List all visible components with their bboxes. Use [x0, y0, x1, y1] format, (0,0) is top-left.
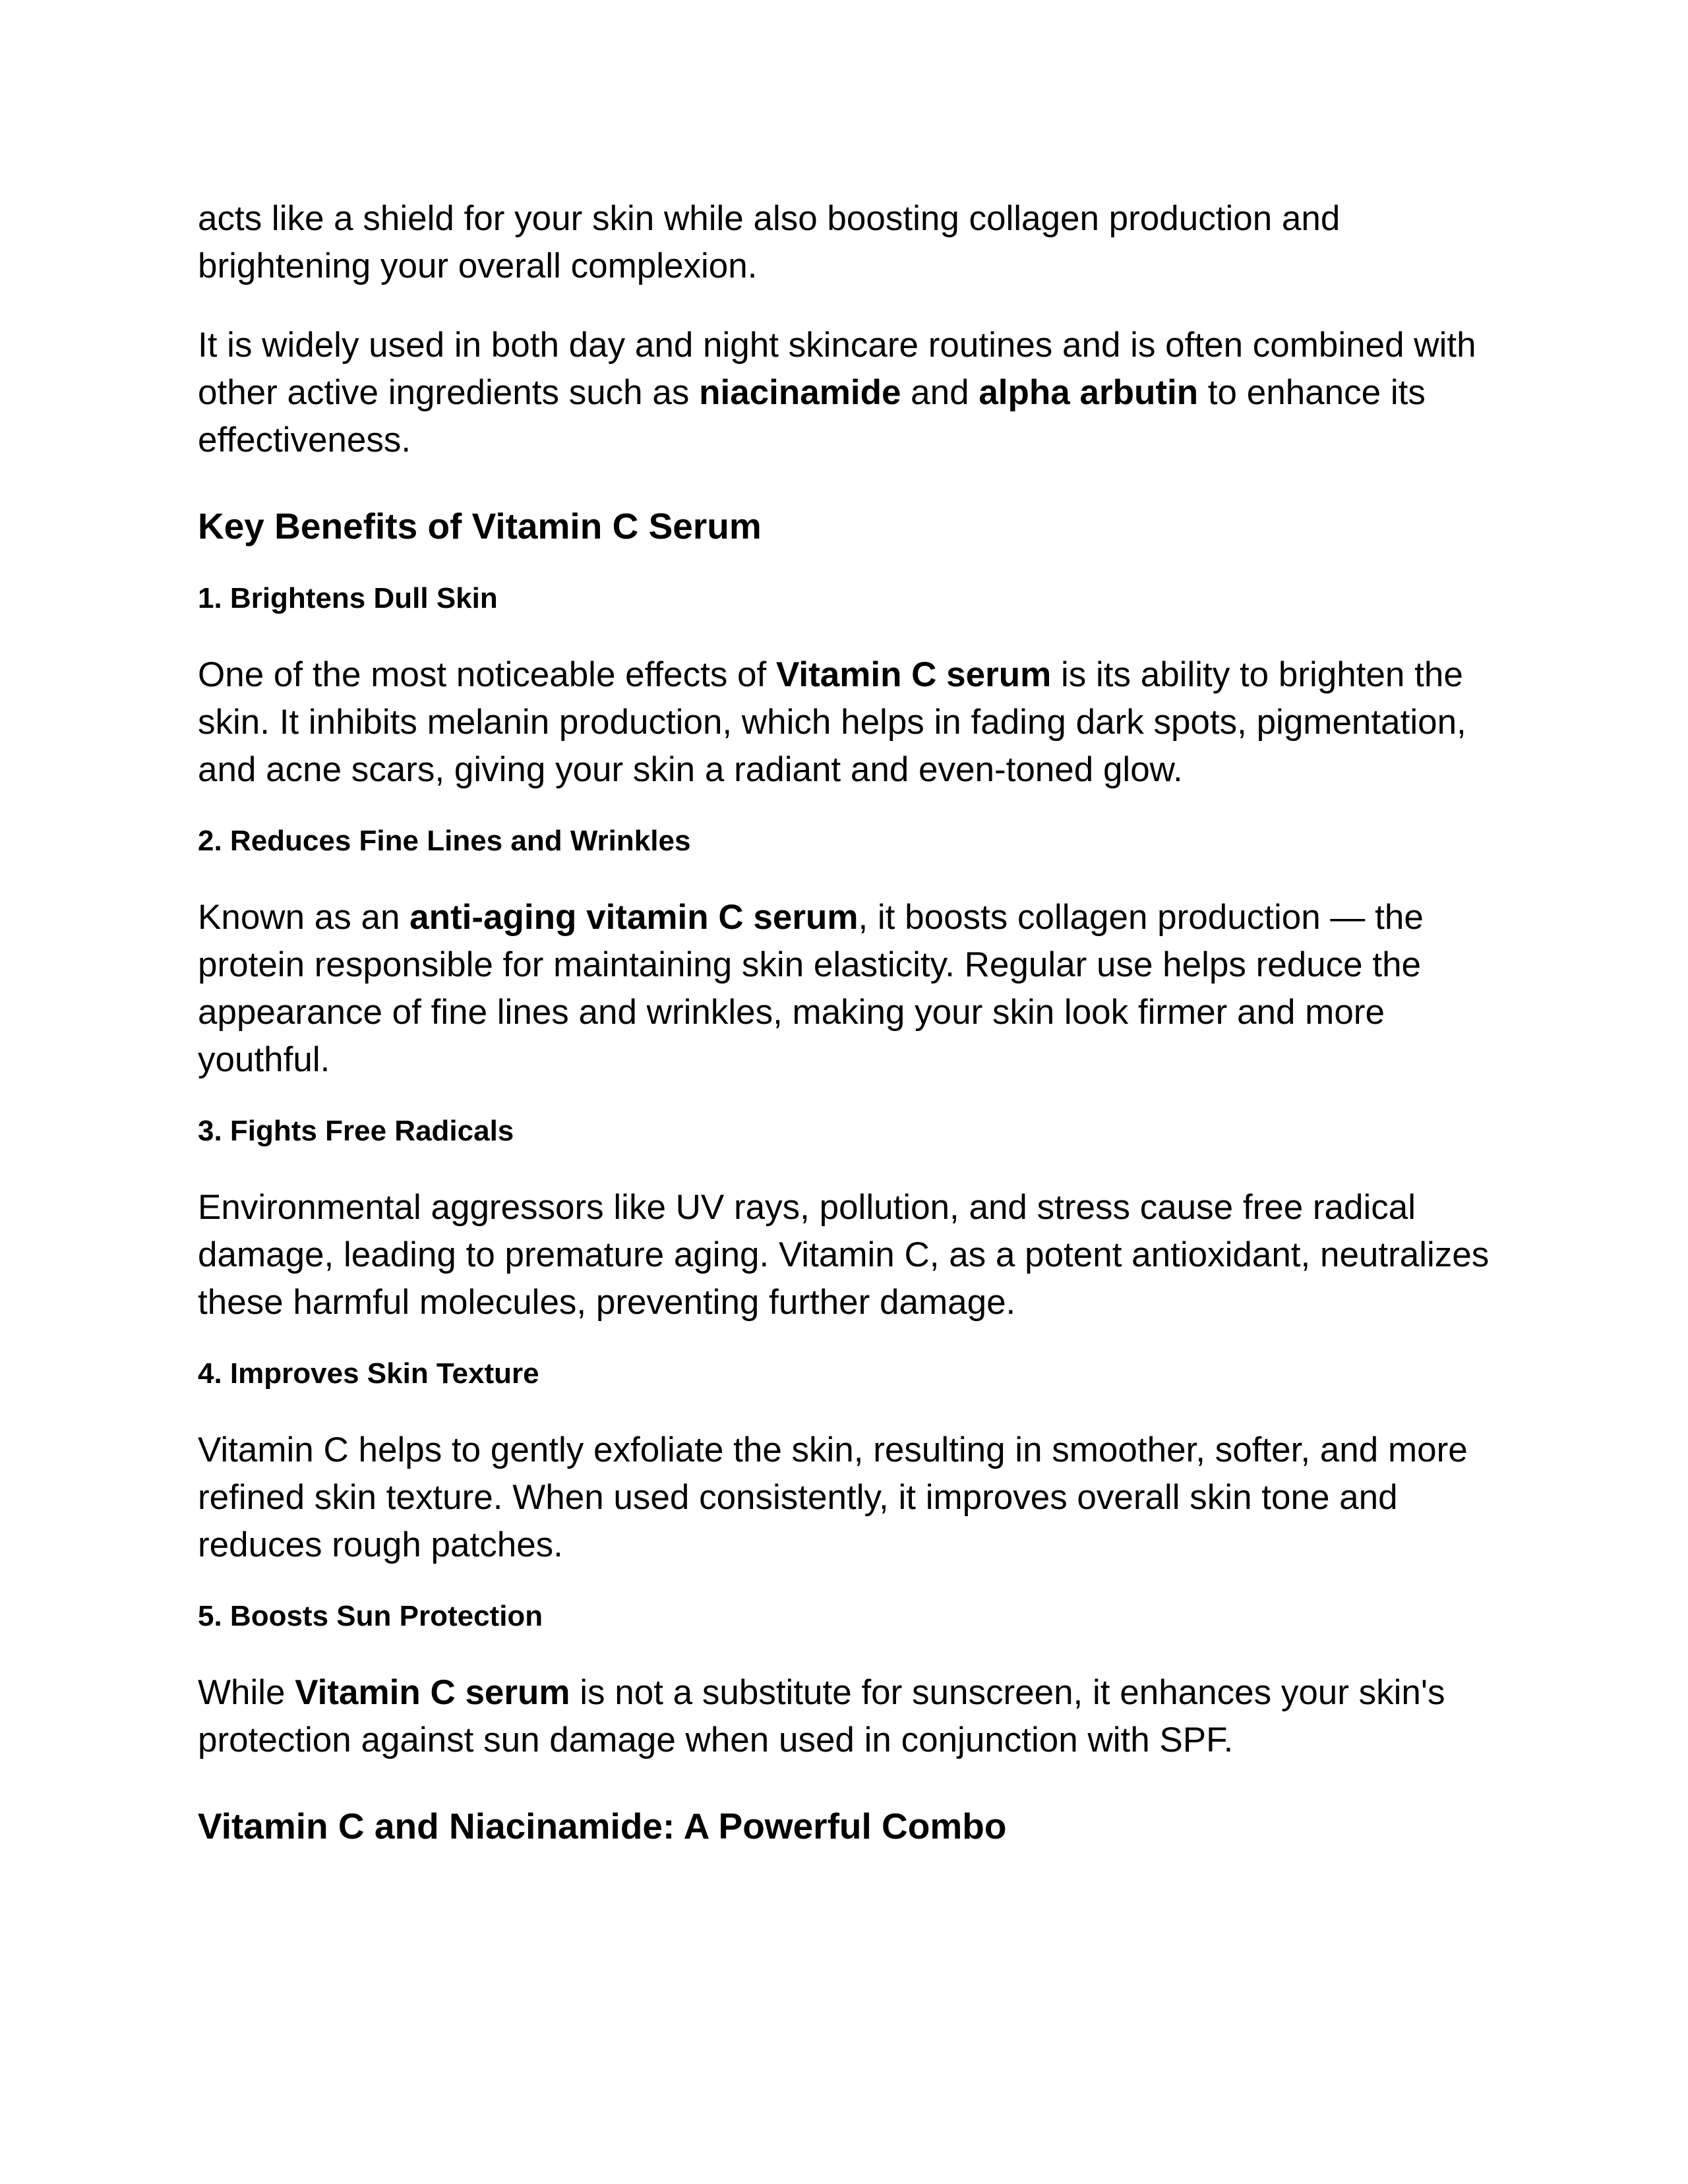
text-span: , it boosts collagen production — the protein responsible for maintaining skin elasticity. Regular use helps reduce the appearance of fine lines and wrinkles, making your skin look firmer and more youthful.	[198, 898, 1424, 1079]
text-span: is not a substitute for sunscreen, it enhances your skin's protection against sun damage when used in conjunction with SPF.	[198, 1673, 1445, 1759]
benefit-4-title: 4. Improves Skin Texture	[198, 1357, 539, 1390]
benefit-5-text	[198, 1669, 1517, 1764]
benefit-2-title: 2. Reduces Fine Lines and Wrinkles	[198, 825, 691, 857]
benefit-1-text	[198, 651, 1517, 794]
bold-term: Vitamin C serum	[775, 655, 1052, 694]
text-span: Known as an	[198, 898, 410, 937]
document-page	[198, 195, 1517, 1850]
section-heading-key-benefits: Key Benefits of Vitamin C Serum	[198, 506, 762, 546]
intro-paragraph-2	[198, 322, 1517, 464]
benefit-2-text	[198, 894, 1517, 1084]
bold-term-alpha-arbutin: alpha arbutin	[979, 373, 1199, 412]
text-span: While	[198, 1673, 295, 1712]
benefit-5-title: 5. Boosts Sun Protection	[198, 1600, 543, 1632]
intro-paragraph-1: acts like a shield for your skin while also boosting collagen production and brightening your overall complexion.	[198, 199, 1341, 285]
bold-term-niacinamide: niacinamide	[699, 373, 901, 412]
benefit-1-title: 1. Brightens Dull Skin	[198, 582, 498, 614]
text-span: It is widely used in both day and night skincare routines and is often combined with other active ingredients such as	[198, 326, 1476, 412]
text-span: One of the most noticeable effects of	[198, 655, 776, 694]
text-span: to enhance its effectiveness.	[198, 373, 1426, 459]
text-span: and	[901, 373, 979, 412]
benefit-3-text: Environmental aggressors like UV rays, pollution, and stress cause free radical damage, leading to premature aging. Vitamin C, as a potent antioxidant, neutralizes these harmful molecules, preventing further damage.	[198, 1188, 1490, 1322]
bold-term: Vitamin C serum	[295, 1673, 570, 1712]
text-span: is its ability to brighten the skin. It inhibits melanin production, which helps in fading dark spots, pigmentation, and acne scars, giving your skin a radiant and even-toned glow.	[198, 655, 1466, 789]
section-heading-vitamin-c-niacinamide: Vitamin C and Niacinamide: A Powerful Combo	[198, 1806, 1007, 1846]
bold-term: anti-aging vitamin C serum	[409, 898, 859, 937]
benefit-4-text: Vitamin C helps to gently exfoliate the skin, resulting in smoother, softer, and more refined skin texture. When used consistently, it improves overall skin tone and reduces rough patches.	[198, 1431, 1468, 1564]
benefit-3-title: 3. Fights Free Radicals	[198, 1115, 514, 1147]
